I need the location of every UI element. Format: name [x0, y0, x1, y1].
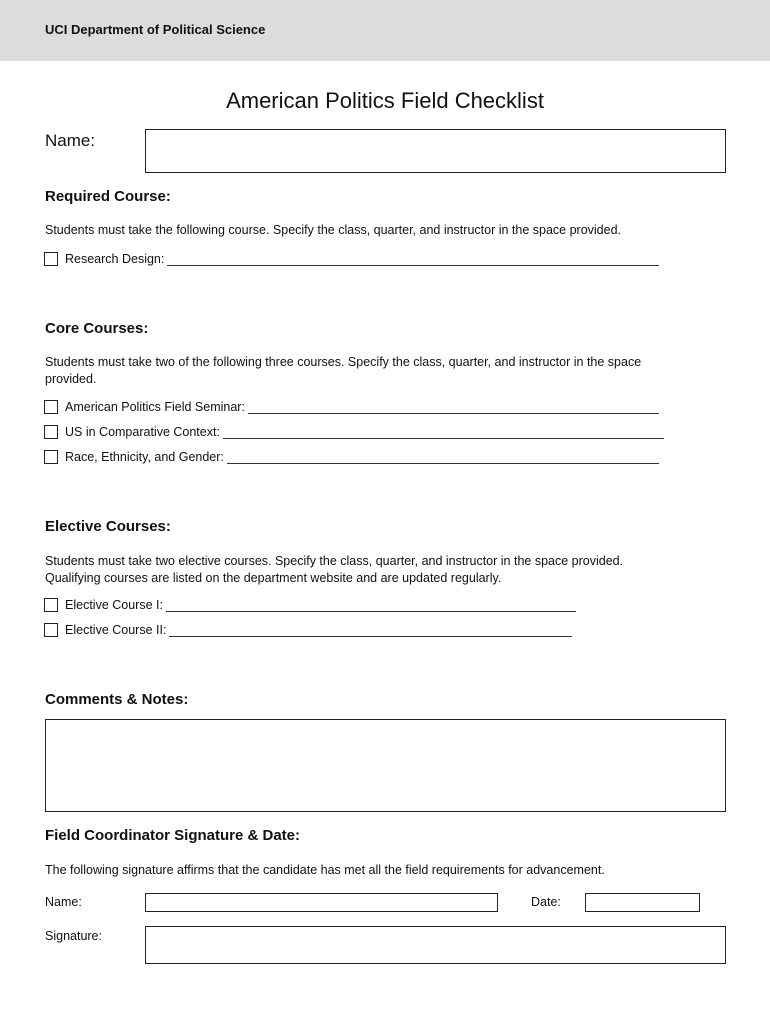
elective-courses-heading: Elective Courses:: [45, 518, 171, 535]
signature-instructions: The following signature affirms that the candidate has met all the field requirements for advancement.: [45, 863, 605, 877]
research-design-label: Research Design:: [65, 252, 165, 266]
page-title: American Politics Field Checklist: [226, 88, 544, 113]
race-ethnicity-gender-label: Race, Ethnicity, and Gender:: [65, 450, 224, 464]
elective-course-1-line[interactable]: [166, 599, 576, 612]
coordinator-name-field[interactable]: [145, 893, 498, 912]
elective-course-1-checkbox[interactable]: [44, 598, 58, 612]
comparative-context-checkbox[interactable]: [44, 425, 58, 439]
core-instructions-line-2: provided.: [45, 372, 97, 386]
name-label: Name:: [45, 131, 96, 150]
elective-course-2-checkbox[interactable]: [44, 623, 58, 637]
race-ethnicity-gender-line[interactable]: [227, 451, 659, 464]
required-course-heading: Required Course:: [45, 188, 171, 205]
comparative-context-line[interactable]: [223, 426, 664, 439]
elective-courses-instructions: [45, 553, 695, 587]
comments-field[interactable]: [45, 719, 726, 812]
signature-field[interactable]: [145, 926, 726, 964]
core-item-field-seminar: [44, 398, 659, 416]
student-name-field[interactable]: [145, 129, 726, 173]
field-seminar-label: American Politics Field Seminar:: [65, 400, 245, 414]
signature-heading: Field Coordinator Signature & Date:: [45, 827, 301, 844]
elective-course-2-line[interactable]: [169, 624, 572, 637]
date-field[interactable]: [585, 893, 700, 912]
core-item-race-ethnicity-gender: [44, 448, 659, 466]
elective-course-2-label: Elective Course II:: [65, 623, 167, 637]
date-label: Date:: [531, 895, 561, 909]
core-instructions-line-1: Students must take two of the following three courses. Specify the class, quarter, and instructor in the space: [45, 355, 642, 369]
page-header: [0, 0, 770, 61]
core-courses-instructions: [45, 354, 695, 388]
elective-item-2: [44, 621, 572, 639]
field-seminar-line[interactable]: [248, 401, 659, 414]
coordinator-name-label: Name:: [45, 895, 82, 909]
research-design-checkbox[interactable]: [44, 252, 58, 266]
elective-item-1: [44, 596, 576, 614]
core-courses-heading: Core Courses:: [45, 320, 149, 337]
elective-instructions-line-2: Qualifying courses are listed on the department website and are updated regularly.: [45, 571, 502, 585]
elective-course-1-label: Elective Course I:: [65, 598, 163, 612]
race-ethnicity-gender-checkbox[interactable]: [44, 450, 58, 464]
elective-instructions-line-1: Students must take two elective courses. Specify the class, quarter, and instructor in the space provided.: [45, 554, 624, 568]
required-item-research-design: [44, 250, 659, 268]
comparative-context-label: US in Comparative Context:: [65, 425, 220, 439]
research-design-line[interactable]: [167, 253, 659, 266]
signature-label: Signature:: [45, 929, 102, 943]
comments-heading: Comments & Notes:: [45, 691, 189, 708]
required-course-instructions: Students must take the following course. Specify the class, quarter, and instructor in the space provided.: [45, 223, 622, 237]
field-seminar-checkbox[interactable]: [44, 400, 58, 414]
department-name: UCI Department of Political Science: [45, 22, 266, 37]
core-item-comparative-context: [44, 423, 664, 441]
